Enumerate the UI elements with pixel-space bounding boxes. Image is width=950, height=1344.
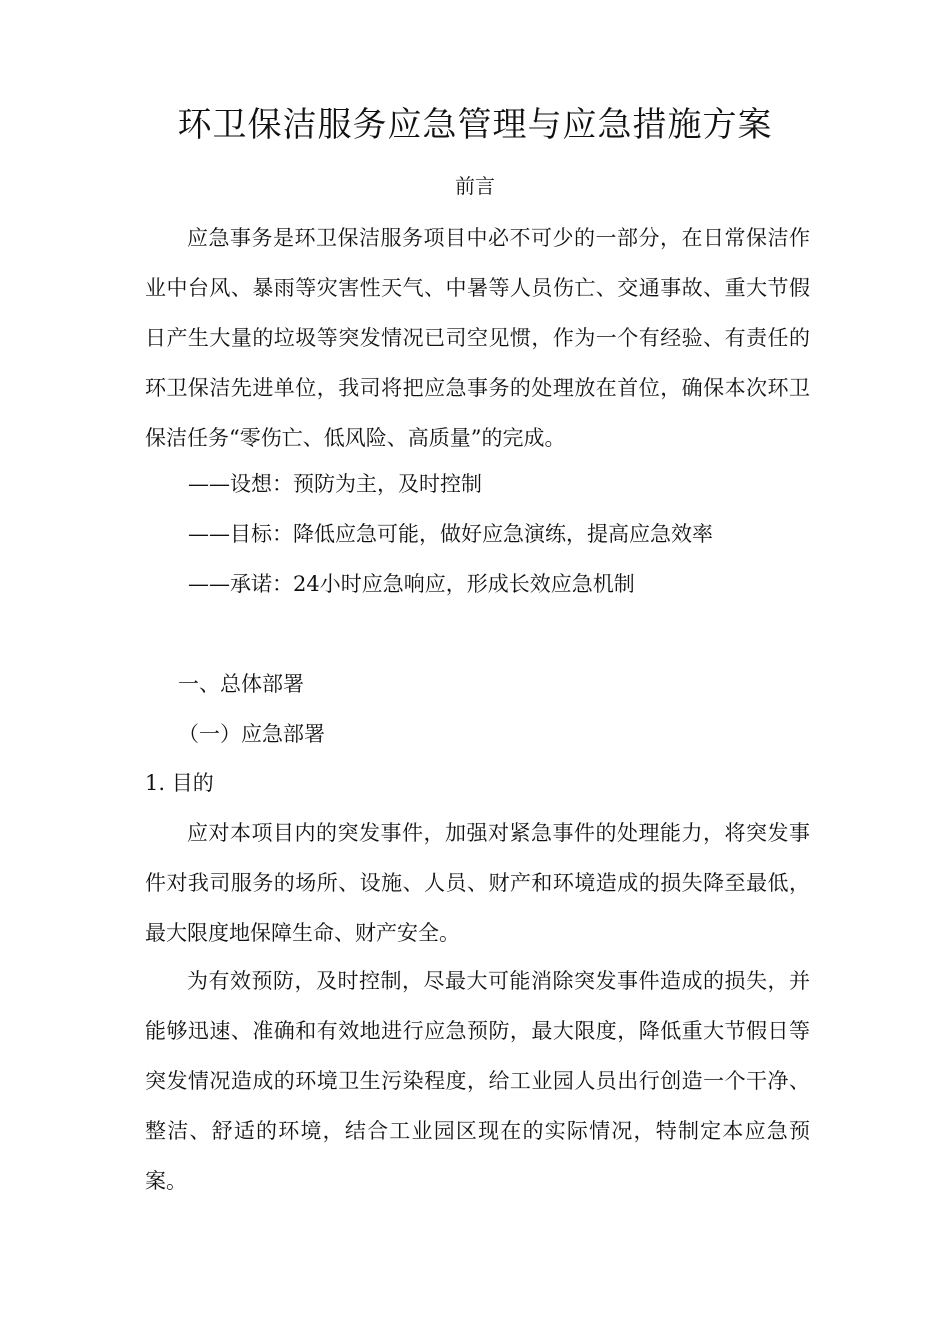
subsection-heading: （一）应急部署	[178, 722, 325, 746]
purpose-paragraph-2: 为有效预防，及时控制，尽最大可能消除突发事件造成的损失，并能够迅速、准确和有效地进行应急预防，最大限度，降低重大节假日等突发情况造成的环境卫生污染程度，给工业园人员出行创造一个干净、整洁、舒适的环境，结合工业园区现在的实际情况，特制定本应急预案。	[145, 969, 810, 1193]
principle-commitment: ——承诺：24小时应急响应，形成长效应急机制	[188, 572, 635, 596]
purpose-paragraph-1: 应对本项目内的突发事件，加强对紧急事件的处理能力，将突发事件对我司服务的场所、设施、人员、财产和环境造成的损失降至最低，最大限度地保障生命、财产安全。	[145, 821, 810, 945]
principle-goal: ——目标：降低应急可能，做好应急演练，提高应急效率	[188, 522, 713, 546]
item-heading: 1. 目的	[145, 771, 214, 795]
document-title: 环卫保洁服务应急管理与应急措施方案	[177, 105, 773, 145]
preface-heading: 前言	[455, 174, 495, 198]
preface-paragraph: 应急事务是环卫保洁服务项目中必不可少的一部分，在日常保洁作业中台风、暴雨等灾害性天气、中暑等人员伤亡、交通事故、重大节假日产生大量的垃圾等突发情况已司空见惯，作为一个有经验、有责任的环卫保洁先进单位，我司将把应急事务的处理放在首位，确保本次环卫保洁任务“零伤亡、低风险、高质量”的完成。	[145, 226, 810, 450]
principle-assumption: ——设想：预防为主，及时控制	[188, 472, 482, 496]
section-heading: 一、总体部署	[178, 672, 304, 696]
